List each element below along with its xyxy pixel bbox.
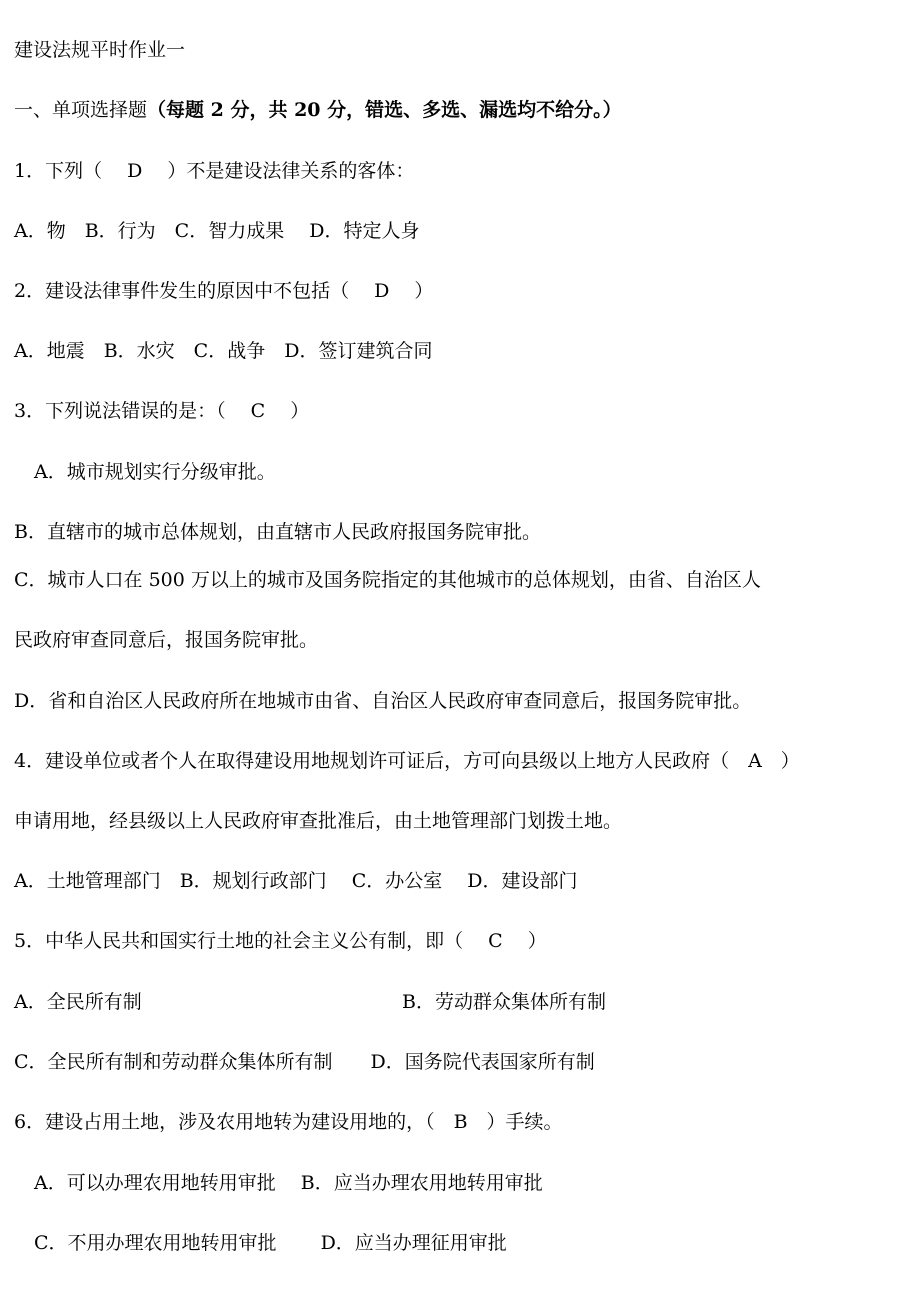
question-5-option-b: B．劳动群众集体所有制 (402, 991, 606, 1013)
section-note: （每题 2 分，共 20 分，错选、多选、漏选均不给分。） (147, 99, 622, 121)
section-heading: 一、单项选择题 (14, 99, 148, 121)
question-3: 3．下列说法错误的是：（ C ） (14, 400, 310, 422)
question-3-option-c-line1: C．城市人口在 500 万以上的城市及国务院指定的其他城市的总体规划，由省、自治区人 (14, 569, 761, 591)
question-5: 5．中华人民共和国实行土地的社会主义公有制，即（ C ） (14, 930, 547, 952)
question-6-options-cd: C．不用办理农用地转用审批 D．应当办理征用审批 (34, 1232, 507, 1254)
question-5-option-a: A．全民所有制 (14, 991, 142, 1013)
question-2-options: A．地震 B．水灾 C．战争 D．签订建筑合同 (14, 340, 433, 362)
question-4-line2: 申请用地，经县级以上人民政府审查批准后，由土地管理部门划拨土地。 (14, 810, 623, 832)
question-1-options: A．物 B．行为 C．智力成果 D．特定人身 (14, 220, 420, 242)
question-3-option-a: A．城市规划实行分级审批。 (34, 461, 276, 483)
question-2: 2．建设法律事件发生的原因中不包括（ D ） (14, 280, 434, 302)
section-heading-line (14, 98, 622, 122)
question-6: 6．建设占用土地，涉及农用地转为建设用地的，（ B ）手续。 (14, 1111, 563, 1133)
question-1: 1．下列（ D ）不是建设法律关系的客体： (14, 160, 415, 182)
question-3-option-b: B．直辖市的城市总体规划，由直辖市人民政府报国务院审批。 (14, 521, 541, 543)
question-3-option-d: D．省和自治区人民政府所在地城市由省、自治区人民政府审查同意后，报国务院审批。 (14, 690, 752, 712)
question-4-options: A．土地管理部门 B．规划行政部门 C．办公室 D．建设部门 (14, 870, 578, 892)
question-4-line1: 4．建设单位或者个人在取得建设用地规划许可证后，方可向县级以上地方人民政府（ A ） (14, 750, 800, 772)
question-3-option-c-line2: 民政府审查同意后，报国务院审批。 (14, 629, 319, 651)
question-5-options-cd: C．全民所有制和劳动群众集体所有制 D．国务院代表国家所有制 (14, 1051, 595, 1073)
question-6-options-ab: A．可以办理农用地转用审批 B．应当办理农用地转用审批 (34, 1172, 543, 1194)
document-title: 建设法规平时作业一 (14, 39, 186, 61)
